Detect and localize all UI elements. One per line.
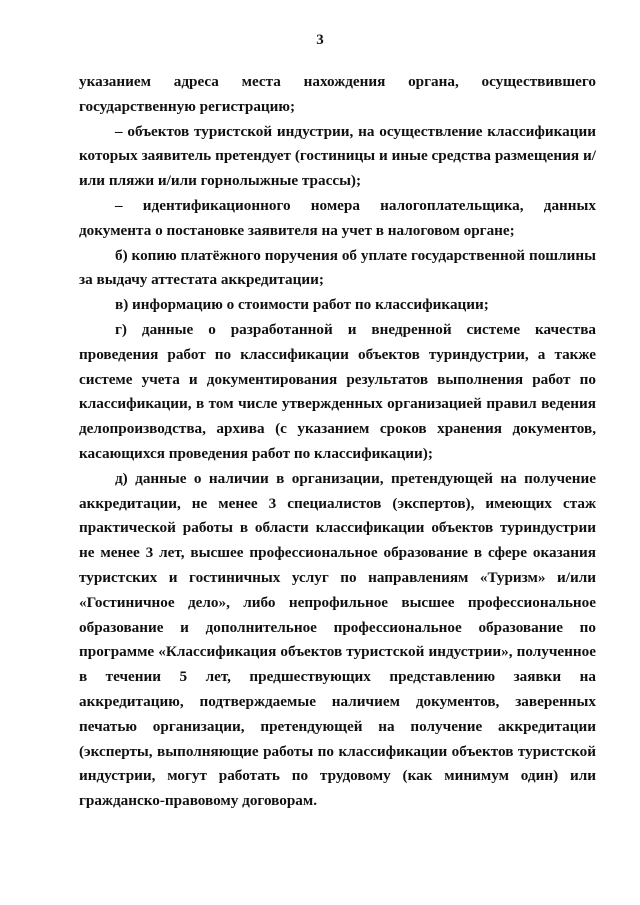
document-body — [79, 70, 596, 814]
paragraph-v-cost: в) информацию о стоимости работ по классификации; — [115, 296, 489, 314]
paragraph-g-quality-system: г) данные о разработанной и внедренной системе качества проведения работ по классификации объектов туриндустрии, а также системе учета и документирования результатов выполнения работ по классификации, в том числе утвержденных организацией правил ведения делопроизводства, архива (с указанием сроков хранения документов, касающихся проведения работ по классификации); — [79, 320, 596, 462]
page-number: 3 — [316, 32, 324, 48]
paragraph-address-continuation: указанием адреса места нахождения органа, осуществившего государственную регистрацию; — [79, 73, 596, 115]
paragraph-tourism-objects: – объектов туристской индустрии, на осуществление классификации которых заявитель претендует (гостиницы и иные средства размещения и/или пляжи и/или горнолыжные трассы); — [79, 122, 596, 190]
paragraph-d-specialists: д) данные о наличии в организации, претендующей на получение аккредитации, не менее 3 специалистов (экспертов), имеющих стаж практической работы в области классификации объектов туриндустрии не менее 3 лет, высшее профессиональное образование в сфере оказания туристских и гостиничных услуг по направлениям «Туризм» и/или «Гостиничное дело», либо непрофильное высшее профессиональное образование и дополнительное профессиональное образование по программе «Классификация объектов туристской индустрии», полученное в течении 5 лет, предшествующих представлению заявки на аккредитацию, подтверждаемые наличием документов, заверенных печатью организации, претендующей на получение аккредитации (эксперты, выполняющие работы по классификации объектов туристской индустрии, могут работать по трудовому (как минимум один) или гражданско-правовому договорам. — [79, 469, 596, 810]
paragraph-taxpayer-id: – идентификационного номера налогоплательщика, данных документа о постановке заявителя на учет в налоговом органе; — [79, 196, 596, 239]
paragraph-b-payment: б) копию платёжного поручения об уплате государственной пошлины за выдачу аттестата аккредитации; — [79, 246, 596, 289]
